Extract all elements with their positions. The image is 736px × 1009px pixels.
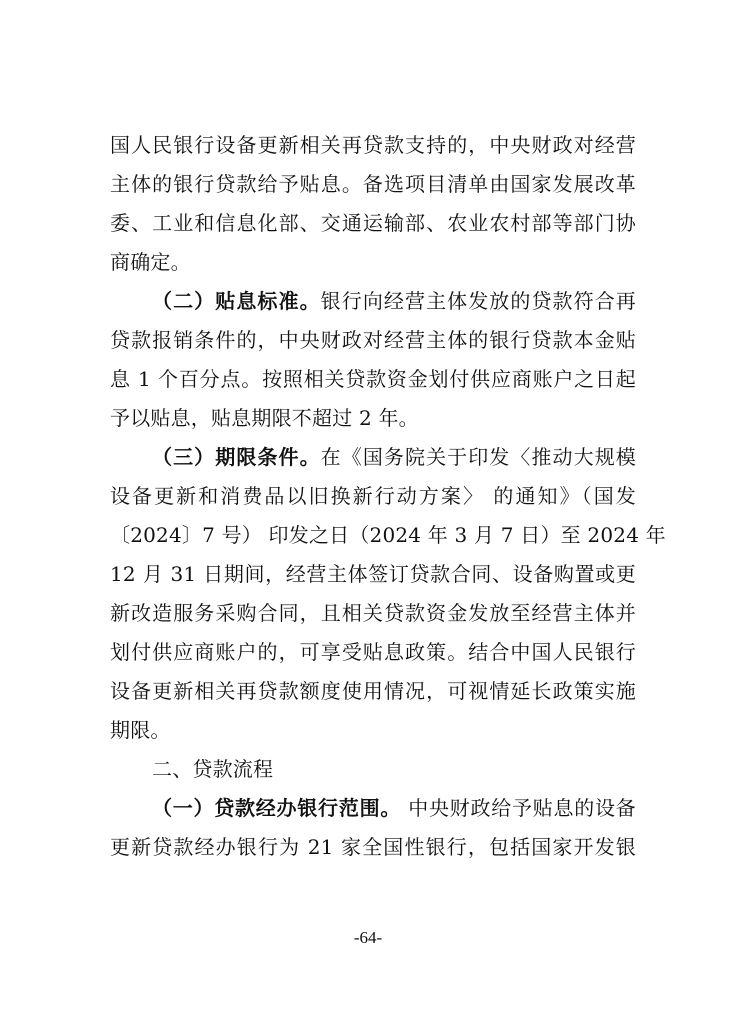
text-line: 期限。 [110, 718, 171, 742]
text-line: 〔2024〕7 号） 印发之日（2024 年 3 月 7 日）至 2024 年 [110, 523, 666, 547]
paragraph-term-conditions [110, 438, 666, 750]
text-line: 更新贷款经办银行为 21 家全国性银行，包括国家开发银 [110, 835, 636, 859]
text-line [110, 438, 636, 477]
text-line: 主体的银行贷款给予贴息。备选项目清单由国家发展改革 [110, 172, 636, 196]
page-number: -64- [353, 928, 383, 947]
text-line: 息 1 个百分点。按照相关贷款资金划付供应商账户之日起 [110, 367, 636, 391]
text-line: 划付供应商账户的，可享受贴息政策。结合中国人民银行 [110, 640, 636, 664]
paragraph-heading: （一）贷款经办银行范围。 [152, 796, 402, 820]
text-run: 在《国务院关于印发〈推动大规模 [320, 445, 636, 469]
text-run: 银行向经营主体发放的贷款符合再 [320, 289, 636, 313]
text-line: 商确定。 [110, 250, 191, 274]
text-line [110, 789, 636, 828]
text-line: 12 月 31 日期间，经营主体签订贷款合同、设备购置或更 [110, 562, 636, 586]
text-line: 设备更新和消费品以旧换新行动方案〉 的通知》（国发 [110, 484, 636, 508]
text-line: 委、工业和信息化部、交通运输部、农业农村部等部门协 [110, 211, 636, 235]
text-line: 设备更新相关再贷款额度使用情况，可视情延长政策实施 [110, 679, 636, 703]
text-line [110, 282, 636, 321]
text-run: 中央财政给予贴息的设备 [401, 796, 636, 820]
paragraph-heading: （三）期限条件。 [152, 445, 321, 469]
text-line: 予以贴息，贴息期限不超过 2 年。 [110, 406, 419, 430]
paragraph-handling-banks [110, 789, 636, 867]
text-line: 新改造服务采购合同，且相关贷款资金发放至经营主体并 [110, 601, 636, 625]
paragraph-heading: （二）贴息标准。 [152, 289, 321, 313]
paragraph-subsidy-standard [110, 282, 636, 438]
text-line: 国人民银行设备更新相关再贷款支持的，中央财政对经营 [110, 133, 636, 157]
section-title: 二、贷款流程 [152, 757, 274, 781]
paragraph-continuation [110, 126, 636, 282]
text-line: 贷款报销条件的，中央财政对经营主体的银行贷款本金贴 [110, 328, 636, 352]
document-body [110, 126, 666, 867]
